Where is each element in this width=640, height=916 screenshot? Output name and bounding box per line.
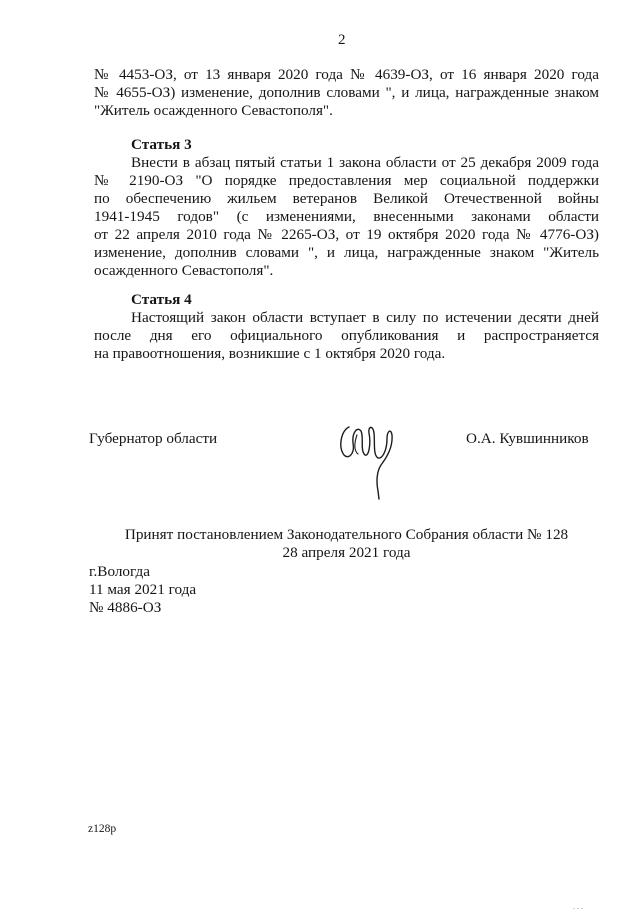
text-line: на правоотношения, возникшие с 1 октября 2020 года. [94,345,446,362]
text-line: 1941-1945 годов" (с изменениями, внесенными законами области [94,208,599,225]
text-line: № 4655-ОЗ) изменение, дополнив словами ", и лица, награжденные знаком [94,84,599,101]
article-4-heading: Статья 4 [131,291,192,308]
article-3-heading: Статья 3 [131,136,192,153]
page-number: 2 [338,32,346,48]
text-line: Настоящий закон области вступает в силу по истечении десяти дней [131,309,599,326]
signer-name: О.А. Кувшинников [466,430,589,447]
article-3-text [94,154,599,280]
law-number: № 4886-ОЗ [89,599,162,616]
adoption-line: Принят постановлением Законодательного Собрания области № 128 [124,526,569,543]
city: г.Вологда [89,563,150,580]
text-line: № 2190-ОЗ "О порядке предоставления мер социальной поддержки [94,172,599,189]
document-code: z128p [88,823,117,835]
place-date-block [89,563,196,617]
handwritten-signature [335,413,397,501]
text-line: Внести в абзац пятый статьи 1 закона области от 25 декабря 2009 года [131,154,599,171]
text-line: № 4453-ОЗ, от 13 января 2020 года № 4639-ОЗ, от 16 января 2020 года [94,66,599,83]
adoption-date: 28 апреля 2021 года [282,544,411,561]
continuation-paragraph [94,66,599,120]
text-line: после дня его официального опубликования и распространяется [94,327,599,344]
text-line: изменение, дополнив словами ", и лица, награжденные знаком "Житель [94,244,599,261]
text-line: от 22 апреля 2010 года № 2265-ОЗ, от 19 октября 2020 года № 4776-ОЗ) [94,226,599,243]
article-4-text [94,309,599,363]
text-line: осажденного Севастополя". [94,262,274,279]
signer-title: Губернатор области [89,430,218,447]
text-line: "Житель осажденного Севастополя". [94,102,333,119]
corner-mark: ... [573,902,585,911]
text-line: по обеспечению жильем ветеранов Великой Отечественной войны [94,190,599,207]
adoption-note [94,526,599,562]
signing-date: 11 мая 2021 года [89,581,197,598]
